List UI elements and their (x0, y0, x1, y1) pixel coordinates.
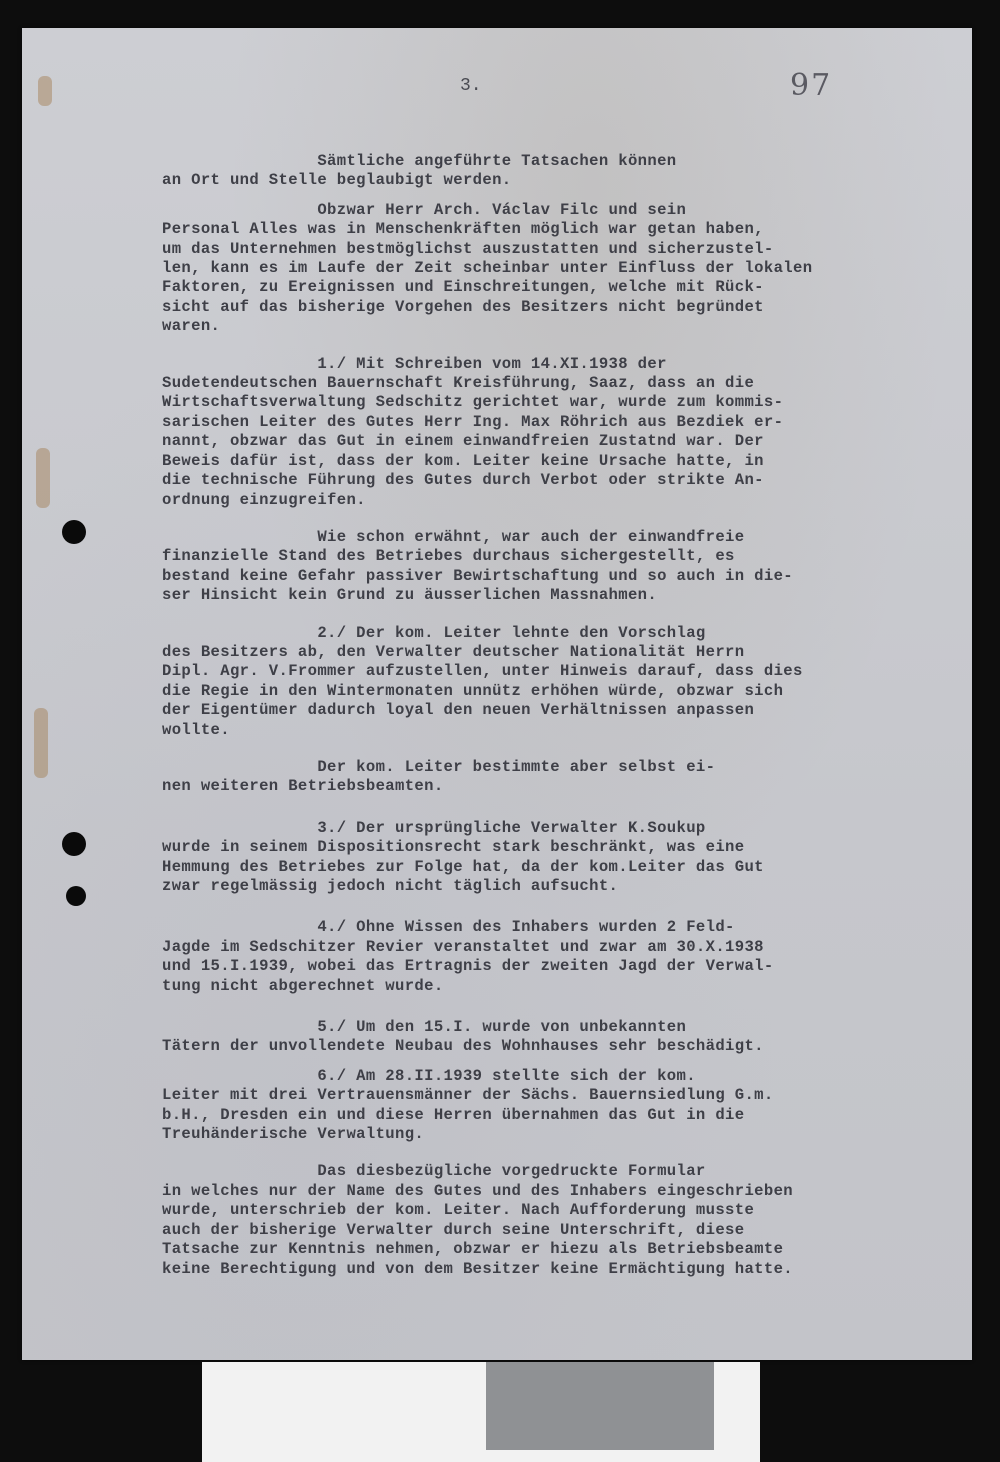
text-line: wurde in seinem Dispositionsrecht stark beschränkt, was eine (162, 838, 745, 857)
rust-stain (34, 708, 48, 778)
text-line: bestand keine Gefahr passiver Bewirtschaftung und so auch in die- (162, 566, 794, 585)
paragraph-gap (162, 1144, 952, 1162)
paragraph-gap (162, 996, 952, 1018)
text-line: Sudetendeutschen Bauernschaft Kreisführung, Saaz, dass an die (162, 374, 755, 393)
text-line: Treuhänderische Verwaltung. (162, 1125, 425, 1144)
paragraph (162, 1067, 952, 1145)
text-line: der Eigentümer dadurch loyal den neuen Verhältnissen anpassen (162, 701, 755, 720)
paragraph (162, 355, 952, 510)
text-line: keine Berechtigung und von dem Besitzer keine Ermächtigung hatte. (162, 1259, 794, 1278)
text-line: Obzwar Herr Arch. Václav Filc und sein (162, 200, 687, 219)
paragraph (162, 819, 952, 897)
text-line: ser Hinsicht kein Grund zu äusserlichen Massnahmen. (162, 586, 658, 605)
text-line: Faktoren, zu Ereignissen und Einschreitungen, welche mit Rück- (162, 278, 764, 297)
text-line: die technische Führung des Gutes durch Verbot oder strikte An- (162, 471, 764, 490)
paragraph-gap (162, 1057, 952, 1067)
paragraph-gap (162, 337, 952, 355)
text-line: wurde, unterschrieb der kom. Leiter. Nach Aufforderung musste (162, 1201, 755, 1220)
text-line: an Ort und Stelle beglaubigt werden. (162, 171, 512, 190)
text-line: 3./ Der ursprüngliche Verwalter K.Soukup (162, 818, 706, 837)
text-line: Personal Alles was in Menschenkräften möglich war getan haben, (162, 220, 764, 239)
text-line: Der kom. Leiter bestimmte aber selbst ei- (162, 757, 716, 776)
text-line: 6./ Am 28.II.1939 stellte sich der kom. (162, 1066, 696, 1085)
text-line: die Regie in den Wintermonaten unnütz erhöhen würde, obzwar sich (162, 681, 784, 700)
paragraph-gap (162, 191, 952, 201)
text-line: zwar regelmässig jedoch nicht täglich aufsucht. (162, 877, 619, 895)
text-line: 4./ Ohne Wissen des Inhabers wurden 2 Feld- (162, 918, 735, 937)
text-line: Hemmung des Betriebes zur Folge hat, da der kom.Leiter das Gut (162, 857, 764, 876)
text-line: ordnung einzugreifen. (162, 490, 366, 509)
text-line: 1./ Mit Schreiben vom 14.XI.1938 der (162, 354, 667, 373)
paragraph (162, 624, 952, 740)
text-line: Wirtschaftsverwaltung Sedschitz gerichtet war, wurde zum kommis- (162, 393, 784, 412)
text-line: Tätern der unvollendete Neubau des Wohnhauses sehr beschädigt. (162, 1037, 764, 1056)
text-line: des Besitzers ab, den Verwalter deutscher Nationalität Herrn (162, 642, 745, 661)
punch-hole (66, 886, 86, 906)
text-line: finanzielle Stand des Betriebes durchaus sichergestellt, es (162, 547, 735, 566)
page-number: 3. (460, 76, 482, 96)
text-line: tung nicht abgerechnet wurde. (162, 976, 444, 995)
text-line: Das diesbezügliche vorgedruckte Formular (162, 1162, 706, 1181)
paragraph-gap (162, 896, 952, 918)
paragraph (162, 201, 952, 337)
paragraph-gap (162, 510, 952, 528)
text-line: und 15.I.1939, wobei das Ertragnis der zweiten Jagd der Verwal- (162, 957, 774, 976)
text-line: Tatsache zur Kenntnis nehmen, obzwar er hiezu als Betriebsbeamte (162, 1240, 784, 1259)
paragraph-gap (162, 740, 952, 758)
text-line: 5./ Um den 15.I. wurde von unbekannten (162, 1018, 687, 1037)
paragraph (162, 1018, 952, 1057)
text-line: len, kann es im Laufe der Zeit scheinbar unter Einfluss der lokalen (162, 259, 813, 278)
text-line: Leiter mit drei Vertrauensmänner der Sächs. Bauernsiedlung G.m. (162, 1086, 774, 1105)
paragraph (162, 152, 952, 191)
text-line: 2./ Der kom. Leiter lehnte den Vorschlag (162, 623, 706, 642)
text-line: sicht auf das bisherige Vorgehen des Besitzers nicht begründet (162, 297, 764, 316)
text-line: nen weiteren Betriebsbeamten. (162, 777, 444, 796)
punch-hole (62, 832, 86, 856)
letter-body (162, 152, 952, 1279)
text-line: Sämtliche angeführte Tatsachen können (162, 152, 677, 170)
paragraph (162, 528, 952, 606)
text-line: in welches nur der Name des Gutes und des Inhabers eingeschrieben (162, 1181, 794, 1200)
text-line: auch der bisherige Verwalter durch seine Unterschrift, diese (162, 1220, 745, 1239)
document-page (22, 28, 972, 1360)
text-line: Wie schon erwähnt, war auch der einwandfreie (162, 527, 745, 546)
rust-stain (36, 448, 50, 508)
paragraph (162, 1162, 952, 1278)
paragraph-gap (162, 797, 952, 819)
paragraph (162, 758, 952, 797)
paragraph-gap (162, 606, 952, 624)
text-line: Beweis dafür ist, dass der kom. Leiter keine Ursache hatte, in (162, 451, 764, 470)
text-line: waren. (162, 317, 221, 336)
punch-hole (62, 520, 86, 544)
text-line: Dipl. Agr. V.Frommer aufzustellen, unter Hinweis darauf, dass dies (162, 662, 803, 681)
paragraph (162, 918, 952, 996)
folio-number: 97 (790, 68, 833, 103)
text-line: b.H., Dresden ein und diese Herren übernahmen das Gut in die (162, 1105, 745, 1124)
rust-stain (38, 76, 52, 106)
text-line: um das Unternehmen bestmöglichst auszustatten und sicherzustel- (162, 239, 774, 258)
text-line: wollte. (162, 720, 230, 739)
scan-grey-patch (486, 1362, 714, 1450)
text-line: sarischen Leiter des Gutes Herr Ing. Max Röhrich aus Bezdiek er- (162, 412, 784, 431)
text-line: nannt, obzwar das Gut in einem einwandfreien Zustatnd war. Der (162, 432, 764, 451)
text-line: Jagde im Sedschitzer Revier veranstaltet und zwar am 30.X.1938 (162, 937, 764, 956)
